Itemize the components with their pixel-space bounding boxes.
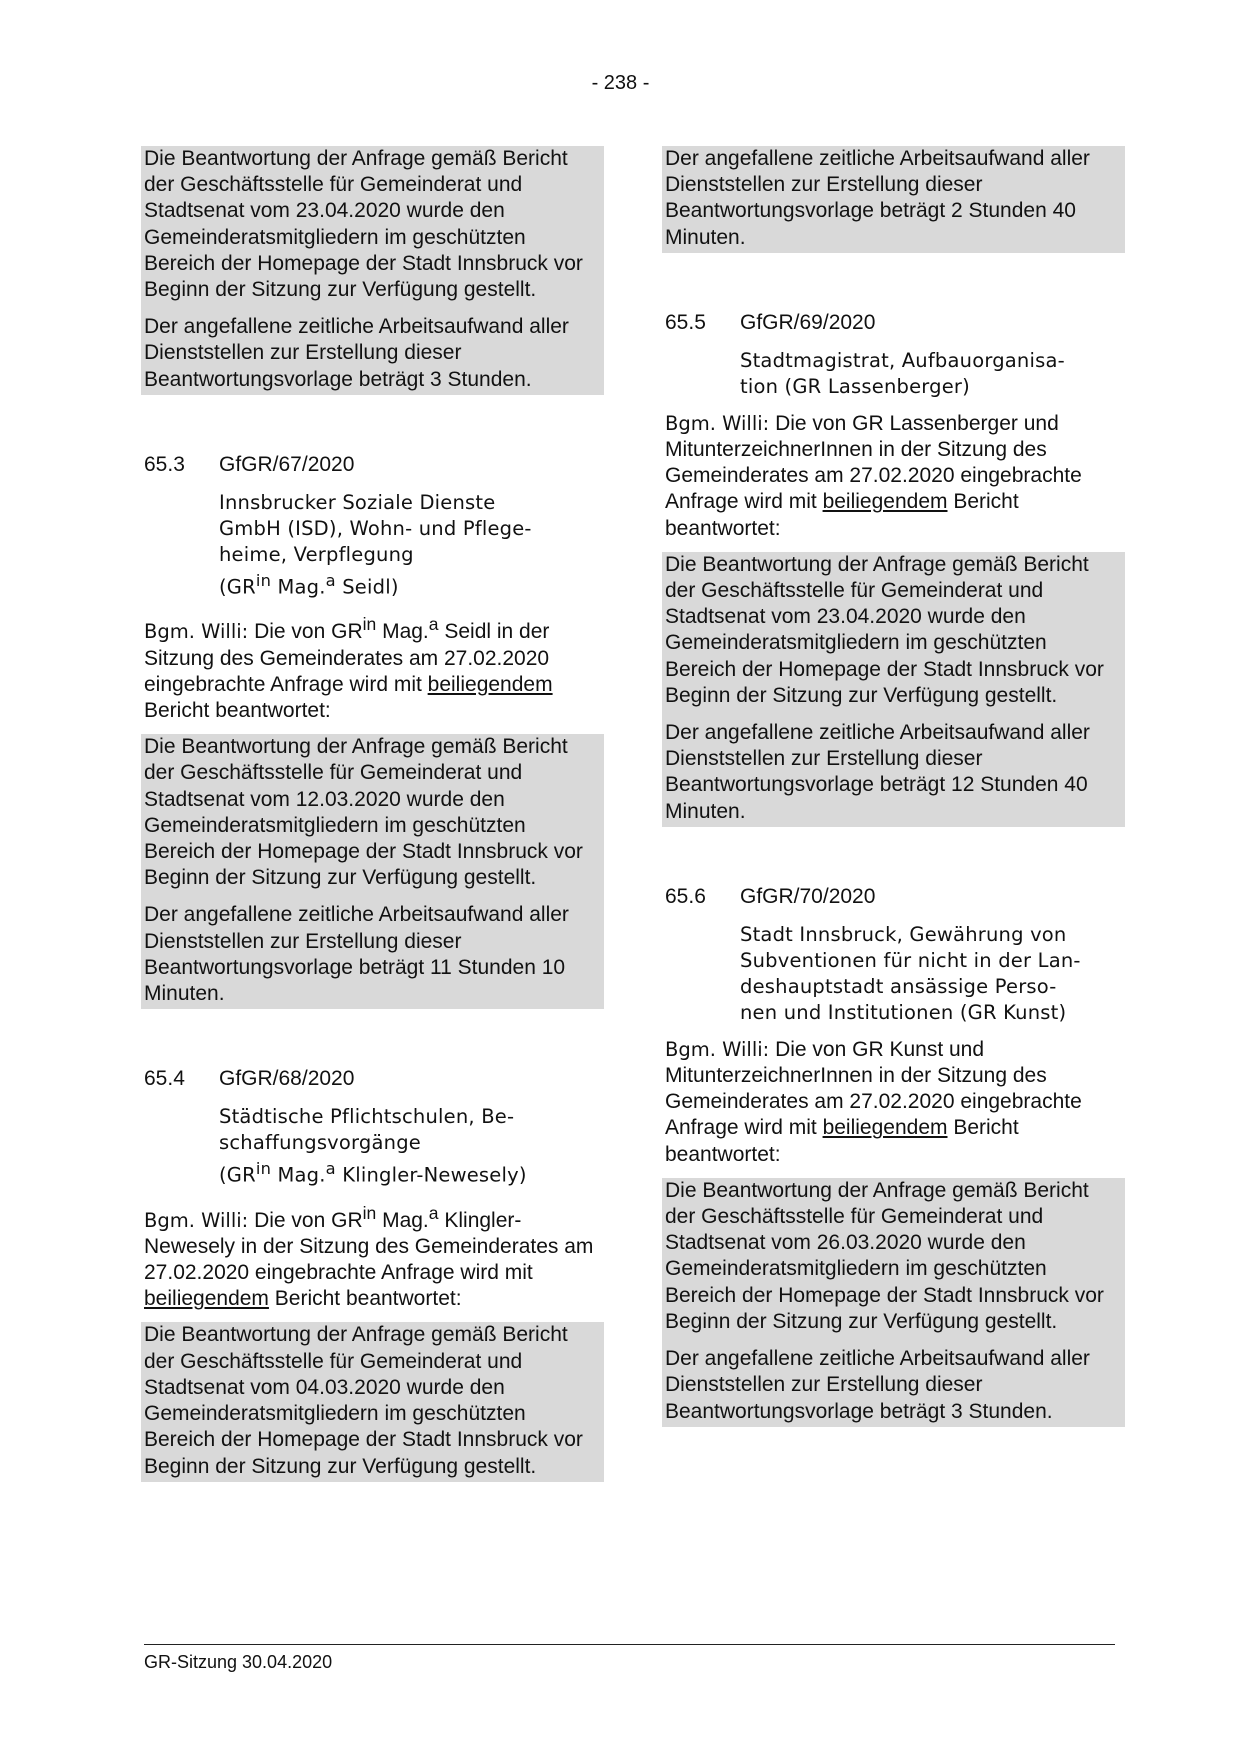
section-number: 65.3 xyxy=(144,452,185,476)
section-code: GfGR/69/2020 xyxy=(740,310,876,334)
section-title: Städtische Pflichtschulen, Be- schaffungsvorgänge ($GR^{in}$ Mag.$^a$ Klingler-Newesely) xyxy=(219,1105,527,1187)
section-65-3 xyxy=(144,452,600,1009)
answer-block xyxy=(662,1178,1125,1427)
intro-paragraph: Bgm. Willi: Die von $GR^{in}$ Mag.$^a$ Klingler-Newesely in der Sitzung des Gemeinderates am 27.02.2020 eingebrachte Anfrage wird mit beiliegendem Bericht beantwortet: xyxy=(144,1202,594,1311)
effort-paragraph: Der angefallene zeitliche Arbeitsaufwand aller Dienststellen zur Erstellung dieser Beantwortungsvorlage beträgt 3 Stunden. xyxy=(665,1347,1090,1423)
section-number: 65.6 xyxy=(665,884,706,908)
section-65-6 xyxy=(665,884,1121,1427)
effort-paragraph: Der angefallene zeitliche Arbeitsaufwand aller Dienststellen zur Erstellung dieser Beantwortungsvorlage beträgt 12 Stunden 40 Minuten. xyxy=(665,721,1090,823)
answer-block xyxy=(141,146,604,395)
section-heading xyxy=(665,884,1121,910)
intro-paragraph: Bgm. Willi: Die von GR Kunst und MitunterzeichnerInnen in der Sitzung des Gemeinderates am 27.02.2020 eingebrachte Anfrage wird mit beiliegendem Bericht beantwortet: xyxy=(665,1037,1082,1166)
answer-block xyxy=(141,734,604,1009)
answer-paragraph: Die Beantwortung der Anfrage gemäß Bericht der Geschäftsstelle für Gemeinderat und Stadtsenat vom 23.04.2020 wurde den Gemeinderatsmitgliedern im geschützten Bereich der Homepage der Stadt Innsbruck vor Beginn der Sitzung zur Verfügung gestellt. xyxy=(144,147,583,302)
answer-block xyxy=(662,552,1125,827)
section-heading xyxy=(144,1066,600,1092)
effort-paragraph: Der angefallene zeitliche Arbeitsaufwand aller Dienststellen zur Erstellung dieser Beantwortungsvorlage beträgt 3 Stunden. xyxy=(144,315,569,391)
footer-divider xyxy=(144,1644,1115,1645)
attachment-link[interactable]: beiliegendem xyxy=(822,490,948,514)
section-number: 65.4 xyxy=(144,1067,185,1091)
page-number: - 238 - xyxy=(591,72,650,94)
left-column xyxy=(144,146,600,1482)
section-65-5 xyxy=(665,310,1121,827)
intro-paragraph: Bgm. Willi: Die von GR Lassenberger und MitunterzeichnerInnen in der Sitzung des Gemeinderates am 27.02.2020 eingebrachte Anfrage wird mit beiliegendem Bericht beantwortet: xyxy=(665,411,1082,540)
right-column xyxy=(665,146,1121,1427)
effort-paragraph: Der angefallene zeitliche Arbeitsaufwand aller Dienststellen zur Erstellung dieser Beantwortungsvorlage beträgt 11 Stunden 10 Minuten. xyxy=(144,903,569,1005)
section-code: GfGR/67/2020 xyxy=(219,452,355,476)
section-number: 65.5 xyxy=(665,310,706,334)
section-title: Innsbrucker Soziale Dienste GmbH (ISD), Wohn- und Pflege- heime, Verpflegung ($GR^{in}$ Mag.$^a$ Seidl) xyxy=(219,490,532,599)
answer-block xyxy=(141,1322,604,1481)
section-heading xyxy=(144,452,600,478)
attachment-link[interactable]: beiliegendem xyxy=(427,672,553,696)
answer-paragraph: Die Beantwortung der Anfrage gemäß Bericht der Geschäftsstelle für Gemeinderat und Stadtsenat vom 26.03.2020 wurde den Gemeinderatsmitgliedern im geschützten Bereich der Homepage der Stadt Innsbruck vor Beginn der Sitzung zur Verfügung gestellt. xyxy=(665,1178,1104,1333)
intro-paragraph: Bgm. Willi: Die von $GR^{in}$ Mag.$^a$ Seidl in der Sitzung des Gemeinderates am 27.02.2020 eingebrachte Anfrage wird mit beiliegendem Bericht beantwortet: xyxy=(144,614,553,722)
section-code: GfGR/70/2020 xyxy=(740,884,876,908)
section-heading xyxy=(665,310,1121,336)
attachment-link[interactable]: beiliegendem xyxy=(822,1116,948,1140)
section-code: GfGR/68/2020 xyxy=(219,1067,355,1091)
footer-text: GR-Sitzung 30.04.2020 xyxy=(144,1652,333,1672)
section-title: Stadt Innsbruck, Gewährung von Subventionen für nicht in der Lan- deshauptstadt ansässige Perso- nen und Institutionen (GR Kunst) xyxy=(740,922,1081,1024)
answer-paragraph: Die Beantwortung der Anfrage gemäß Bericht der Geschäftsstelle für Gemeinderat und Stadtsenat vom 23.04.2020 wurde den Gemeinderatsmitgliedern im geschützten Bereich der Homepage der Stadt Innsbruck vor Beginn der Sitzung zur Verfügung gestellt. xyxy=(665,552,1104,707)
effort-paragraph: Der angefallene zeitliche Arbeitsaufwand aller Dienststellen zur Erstellung dieser Beantwortungsvorlage beträgt 2 Stunden 40 Minuten. xyxy=(665,147,1090,249)
section-65-4 xyxy=(144,1066,600,1482)
section-title: Stadtmagistrat, Aufbauorganisa- tion (GR Lassenberger) xyxy=(740,348,1065,398)
answer-paragraph: Die Beantwortung der Anfrage gemäß Bericht der Geschäftsstelle für Gemeinderat und Stadtsenat vom 12.03.2020 wurde den Gemeinderatsmitgliedern im geschützten Bereich der Homepage der Stadt Innsbruck vor Beginn der Sitzung zur Verfügung gestellt. xyxy=(144,735,583,890)
attachment-link[interactable]: beiliegendem xyxy=(144,1287,269,1311)
answer-block xyxy=(662,146,1125,253)
answer-paragraph: Die Beantwortung der Anfrage gemäß Bericht der Geschäftsstelle für Gemeinderat und Stadtsenat vom 04.03.2020 wurde den Gemeinderatsmitgliedern im geschützten Bereich der Homepage der Stadt Innsbruck vor Beginn der Sitzung zur Verfügung gestellt. xyxy=(144,1323,583,1478)
